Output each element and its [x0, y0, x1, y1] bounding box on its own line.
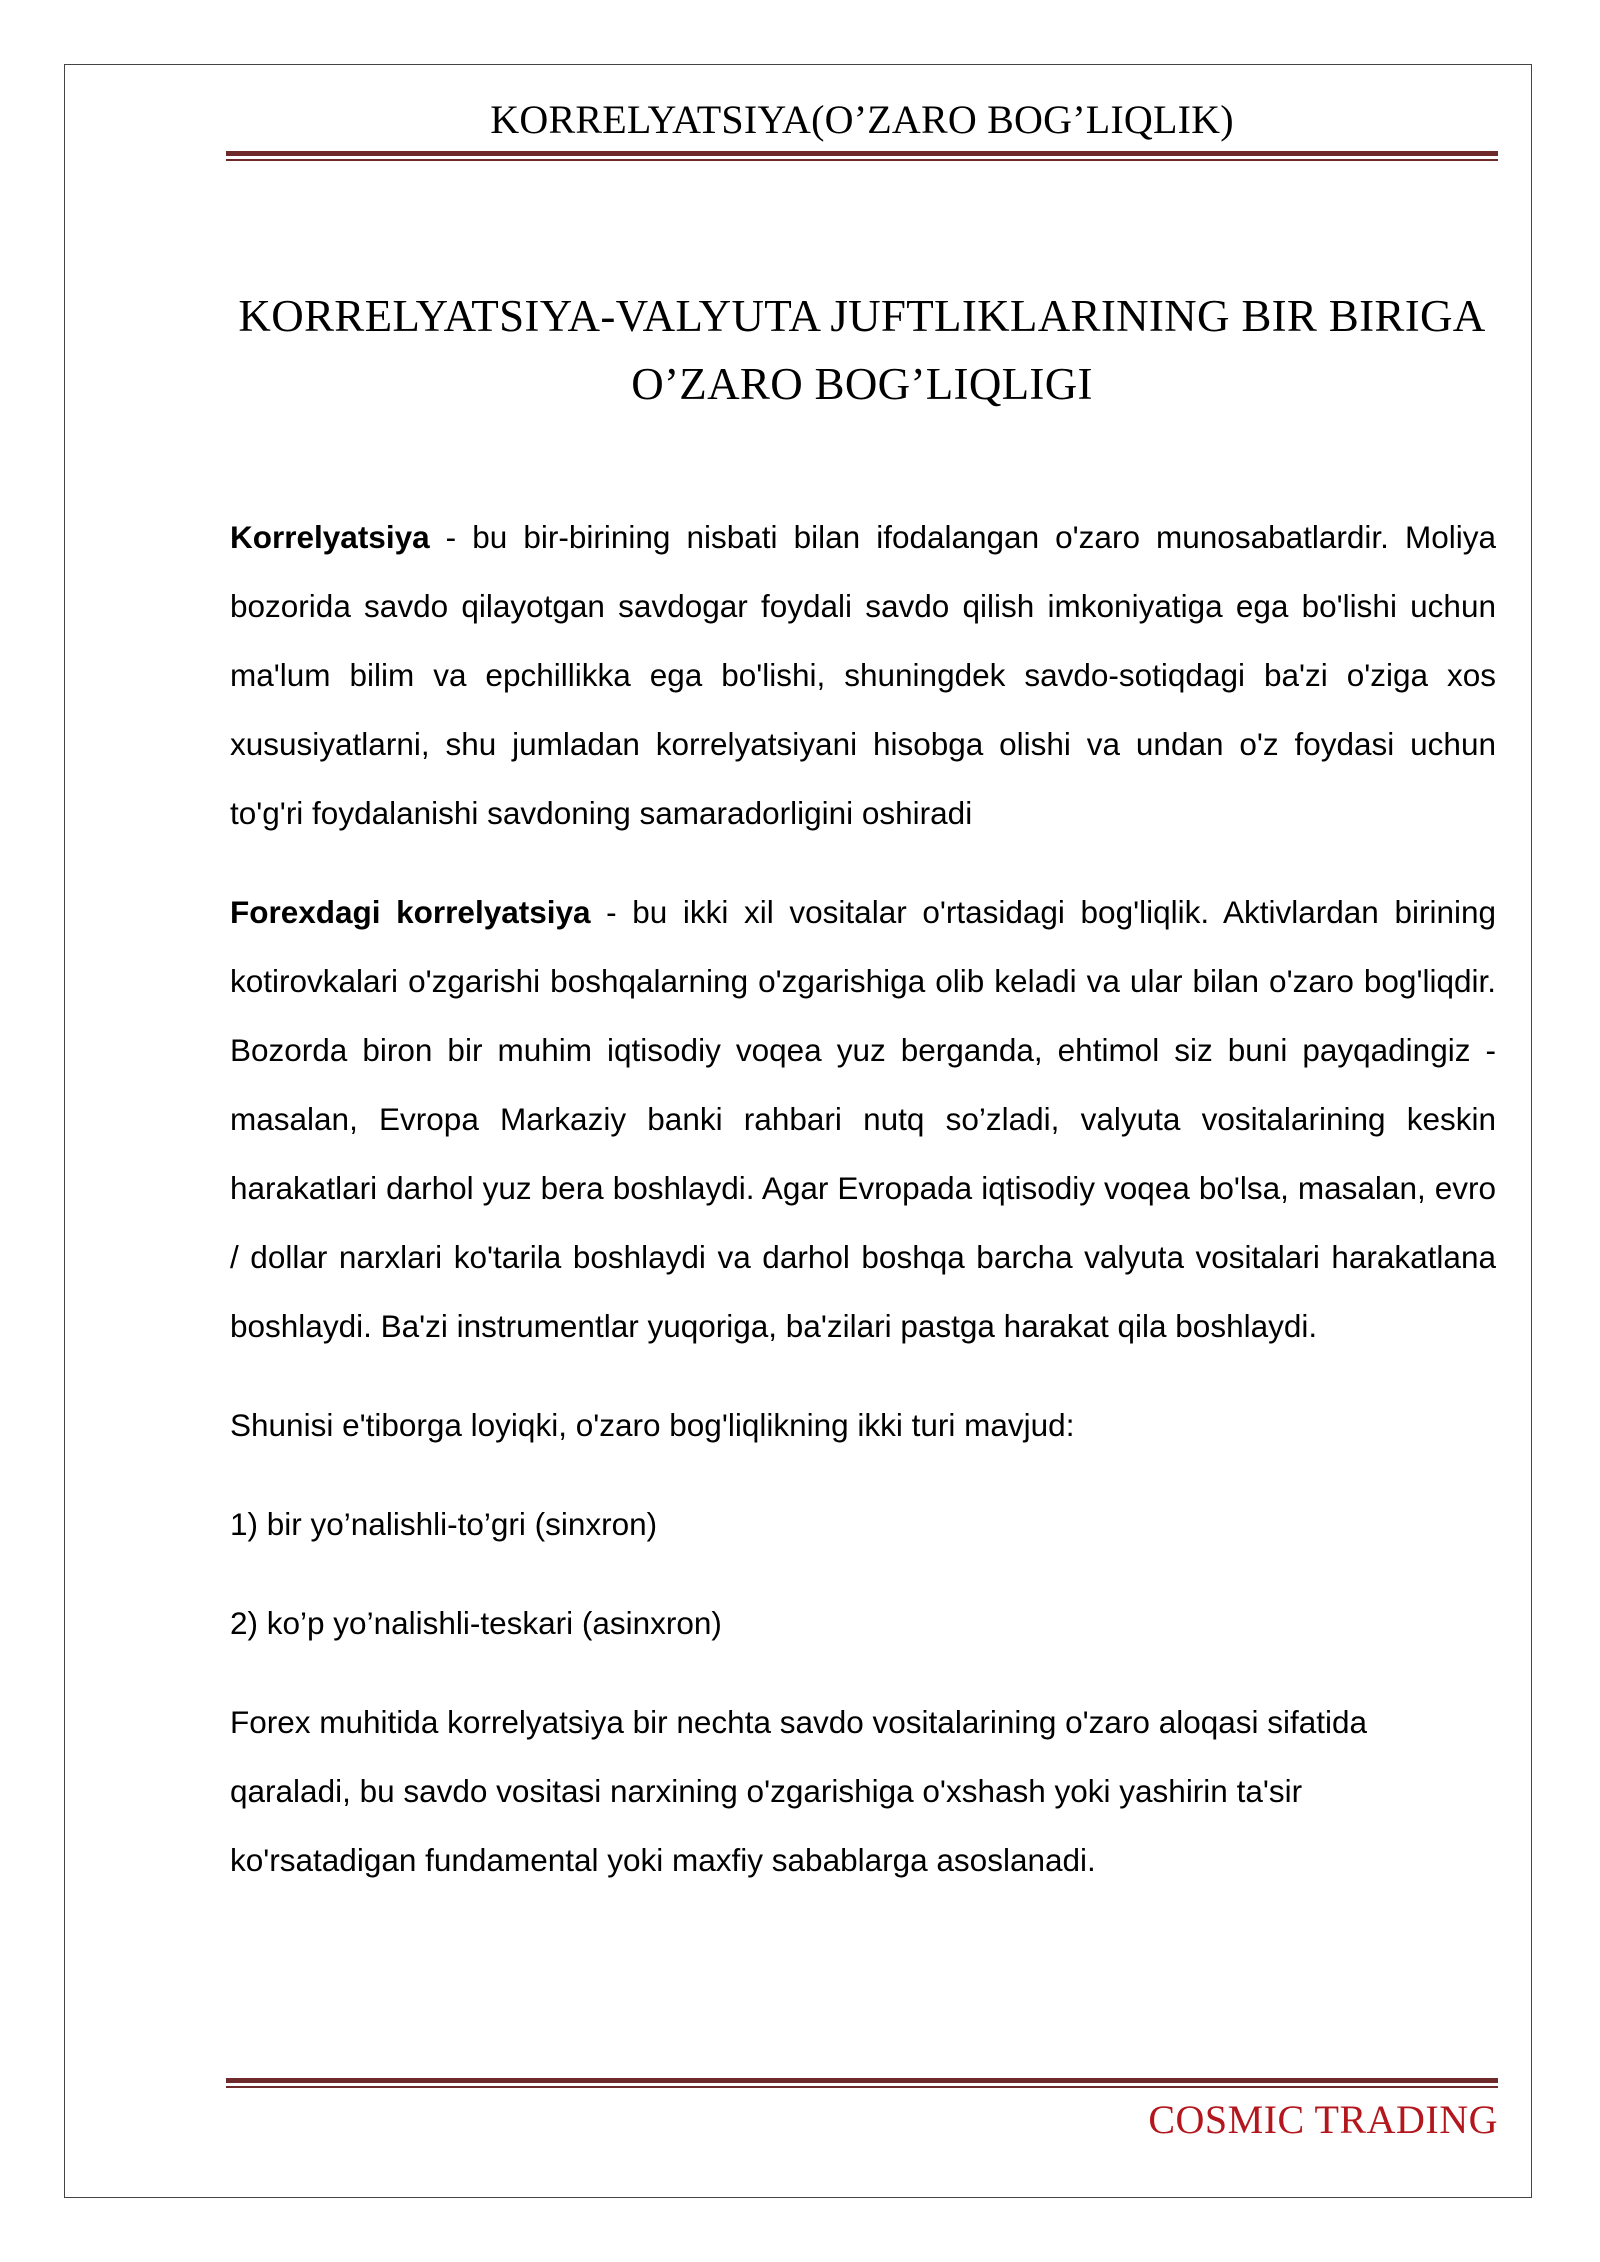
term-forexdagi-korrelyatsiya: Forexdagi korrelyatsiya	[230, 894, 591, 930]
document-title	[228, 282, 1496, 418]
list-item-asynchronous: 2) ko’p yo’nalishli-teskari (asinxron)	[230, 1605, 722, 1641]
paragraph-types-intro: Shunisi e'tiborga loyiqki, o'zaro bog'liqlikning ikki turi mavjud:	[230, 1407, 1075, 1443]
term-korrelyatsiya: Korrelyatsiya	[230, 519, 430, 555]
list-item-synchronous: 1) bir yo’nalishli-to’gri (sinxron)	[230, 1506, 658, 1542]
running-header-title: KORRELYATSIYA(O’ZARO BOG’LIQLIK)	[490, 97, 1234, 142]
document-body	[230, 503, 1496, 1925]
document-title-line1: KORRELYATSIYA-VALYUTA JUFTLIKLARINING BIR BIRIGA	[238, 291, 1486, 341]
paragraph-forex-correlation	[230, 878, 1496, 1361]
document-title-line2: O’ZARO BOG’LIQLIGI	[631, 359, 1093, 409]
footer-brand: COSMIC TRADING	[1148, 2097, 1498, 2142]
paragraph-forex-environment: Forex muhitida korrelyatsiya bir nechta savdo vositalarining o'zaro aloqasi sifatida qaraladi, bu savdo vositasi narxining o'zgarishiga o'xshash yoki yashirin ta'sir ko'rsatadigan fundamental yoki maxfiy sabablarga asoslanadi.	[230, 1704, 1368, 1878]
paragraph-text: - bu bir-birining nisbati bilan ifodalangan o'zaro munosabatlardir. Moliya bozorida savdo qilayotgan savdogar foydali savdo qilish imkoniyatiga ega bo'lishi uchun ma'lum bilim va epchillikka ega bo'lishi, shuningdek savdo-sotiqdagi ba'zi o'ziga xos xususiyatlarni, shu jumladan korrelyatsiyani hisobga olishi va undan o'z foydasi uchun to'g'ri foydalanishi savdoning samaradorligini oshiradi	[230, 519, 1496, 831]
header-divider	[226, 151, 1498, 161]
paragraph-correlation-definition	[230, 503, 1496, 848]
footer-divider	[226, 2078, 1498, 2088]
paragraph-text: - bu ikki xil vositalar o'rtasidagi bog'liqlik. Aktivlardan birining kotirovkalari o'zgarishi boshqalarning o'zgarishiga olib keladi va ular bilan o'zaro bog'liqdir. Bozorda biron bir muhim iqtisodiy voqea yuz berganda, ehtimol siz buni payqadingiz - masalan, Evropa Markaziy banki rahbari nutq so’zladi, valyuta vositalarining keskin harakatlari darhol yuz bera boshlaydi. Agar Evropada iqtisodiy voqea bo'lsa, masalan, evro / dollar narxlari ko'tarila boshlaydi va darhol boshqa barcha valyuta vositalari harakatlana boshlaydi. Ba'zi instrumentlar yuqoriga, ba'zilari pastga harakat qila boshlaydi.	[230, 894, 1497, 1344]
